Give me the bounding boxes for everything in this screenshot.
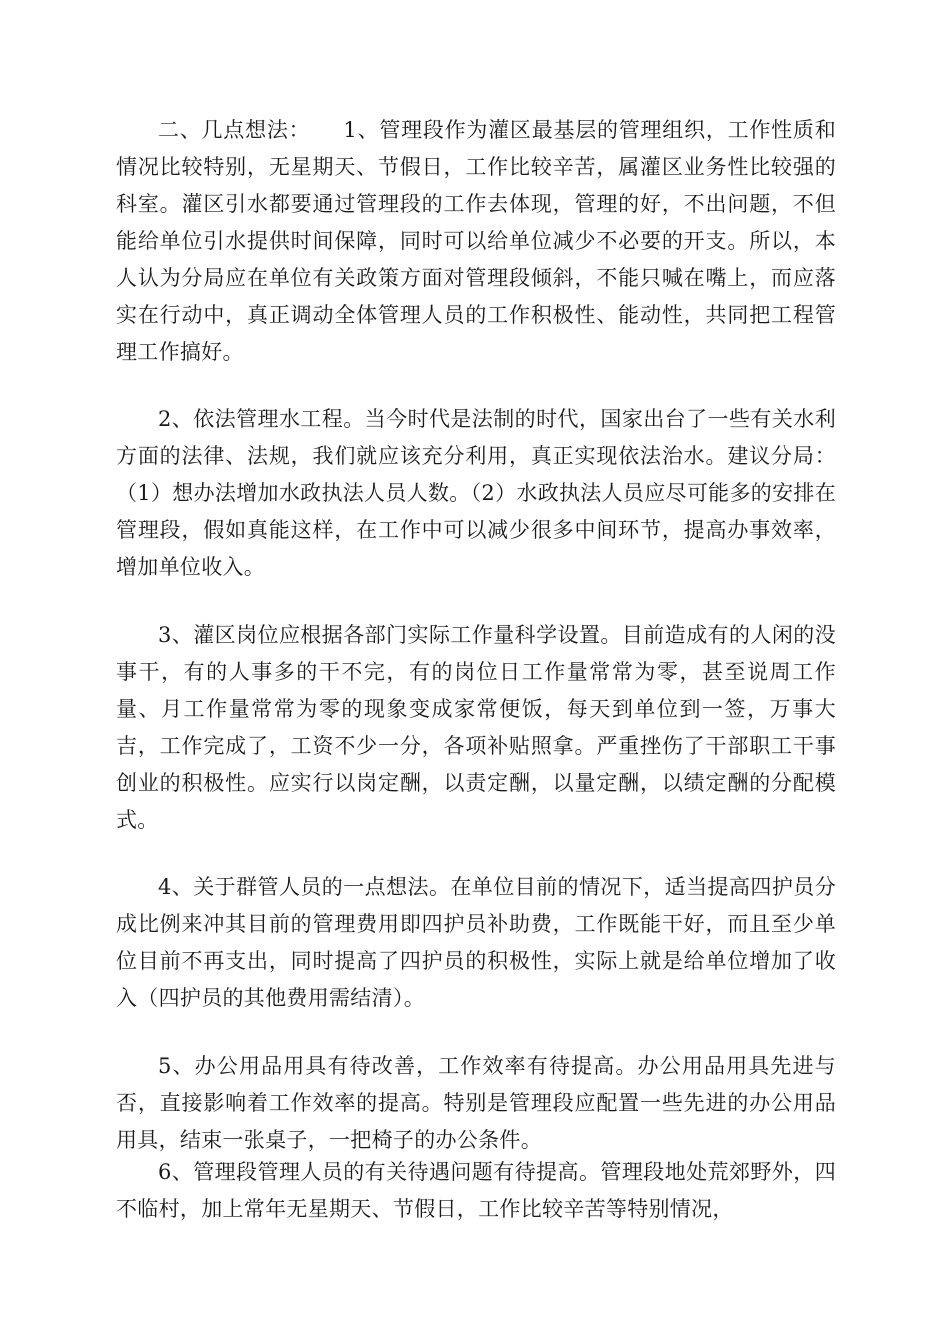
paragraph-law-management: 2、依法管理水工程。当今时代是法制的时代，国家出台了一些有关水利方面的法律、法规，我们就应该充分利用，真正实现依法治水。建议分局：（1）想办法增加水政执法人员人数。（2）水政执法人员应尽可能多的安排在管理段，假如真能这样，在工作中可以减少很多中间环节，提高办事效率，增加单位收入。 [116, 407, 836, 579]
paragraph-post-setting: 3、灌区岗位应根据各部门实际工作量科学设置。目前造成有的人闲的没事干，有的人事多的干不完，有的岗位日工作量常常为零，甚至说周工作量、月工作量常常为零的现象变成家常便饭，每天到单位到一签，万事大吉，工作完成了，工资不少一分，各项补贴照拿。严重挫伤了干部职工干事创业的积极性。应实行以岗定酬，以责定酬，以量定酬，以绩定酬的分配模式。 [116, 623, 836, 832]
paragraph-office-supplies: 5、办公用品用具有待改善，工作效率有待提高。办公用品用具先进与否，直接影响着工作效率的提高。特别是管理段应配置一些先进的办公用品用具，结束一张桌子，一把椅子的办公条件。 [116, 1054, 836, 1152]
paragraph-group-staff: 4、关于群管人员的一点想法。在单位目前的情况下，适当提高四护员分成比例来冲其目前的管理费用即四护员补助费，工作既能干好，而且至少单位目前不再支出，同时提高了四护员的积极性，实际上就是给单位增加了收入（四护员的其他费用需结清）。 [116, 875, 836, 1010]
paragraph-ideas-intro: 二、几点想法： 1、管理段作为灌区最基层的管理组织，工作性质和情况比较特别，无星期天、节假日，工作比较辛苦，属灌区业务性比较强的科室。灌区引水都要通过管理段的工作去体现，管理的好，不出问题，不但能给单位引水提供时间保障，同时可以给单位减少不必要的开支。所以，本人认为分局应在单位有关政策方面对管理段倾斜，不能只喊在嘴上，而应落实在行动中，真正调动全体管理人员的工作积极性、能动性，共同把工程管理工作搞好。 [116, 118, 836, 364]
paragraph-staff-treatment: 6、管理段管理人员的有关待遇问题有待提高。管理段地处荒郊野外，四不临村，加上常年无星期天、节假日，工作比较辛苦等特别情况， [116, 1160, 836, 1221]
